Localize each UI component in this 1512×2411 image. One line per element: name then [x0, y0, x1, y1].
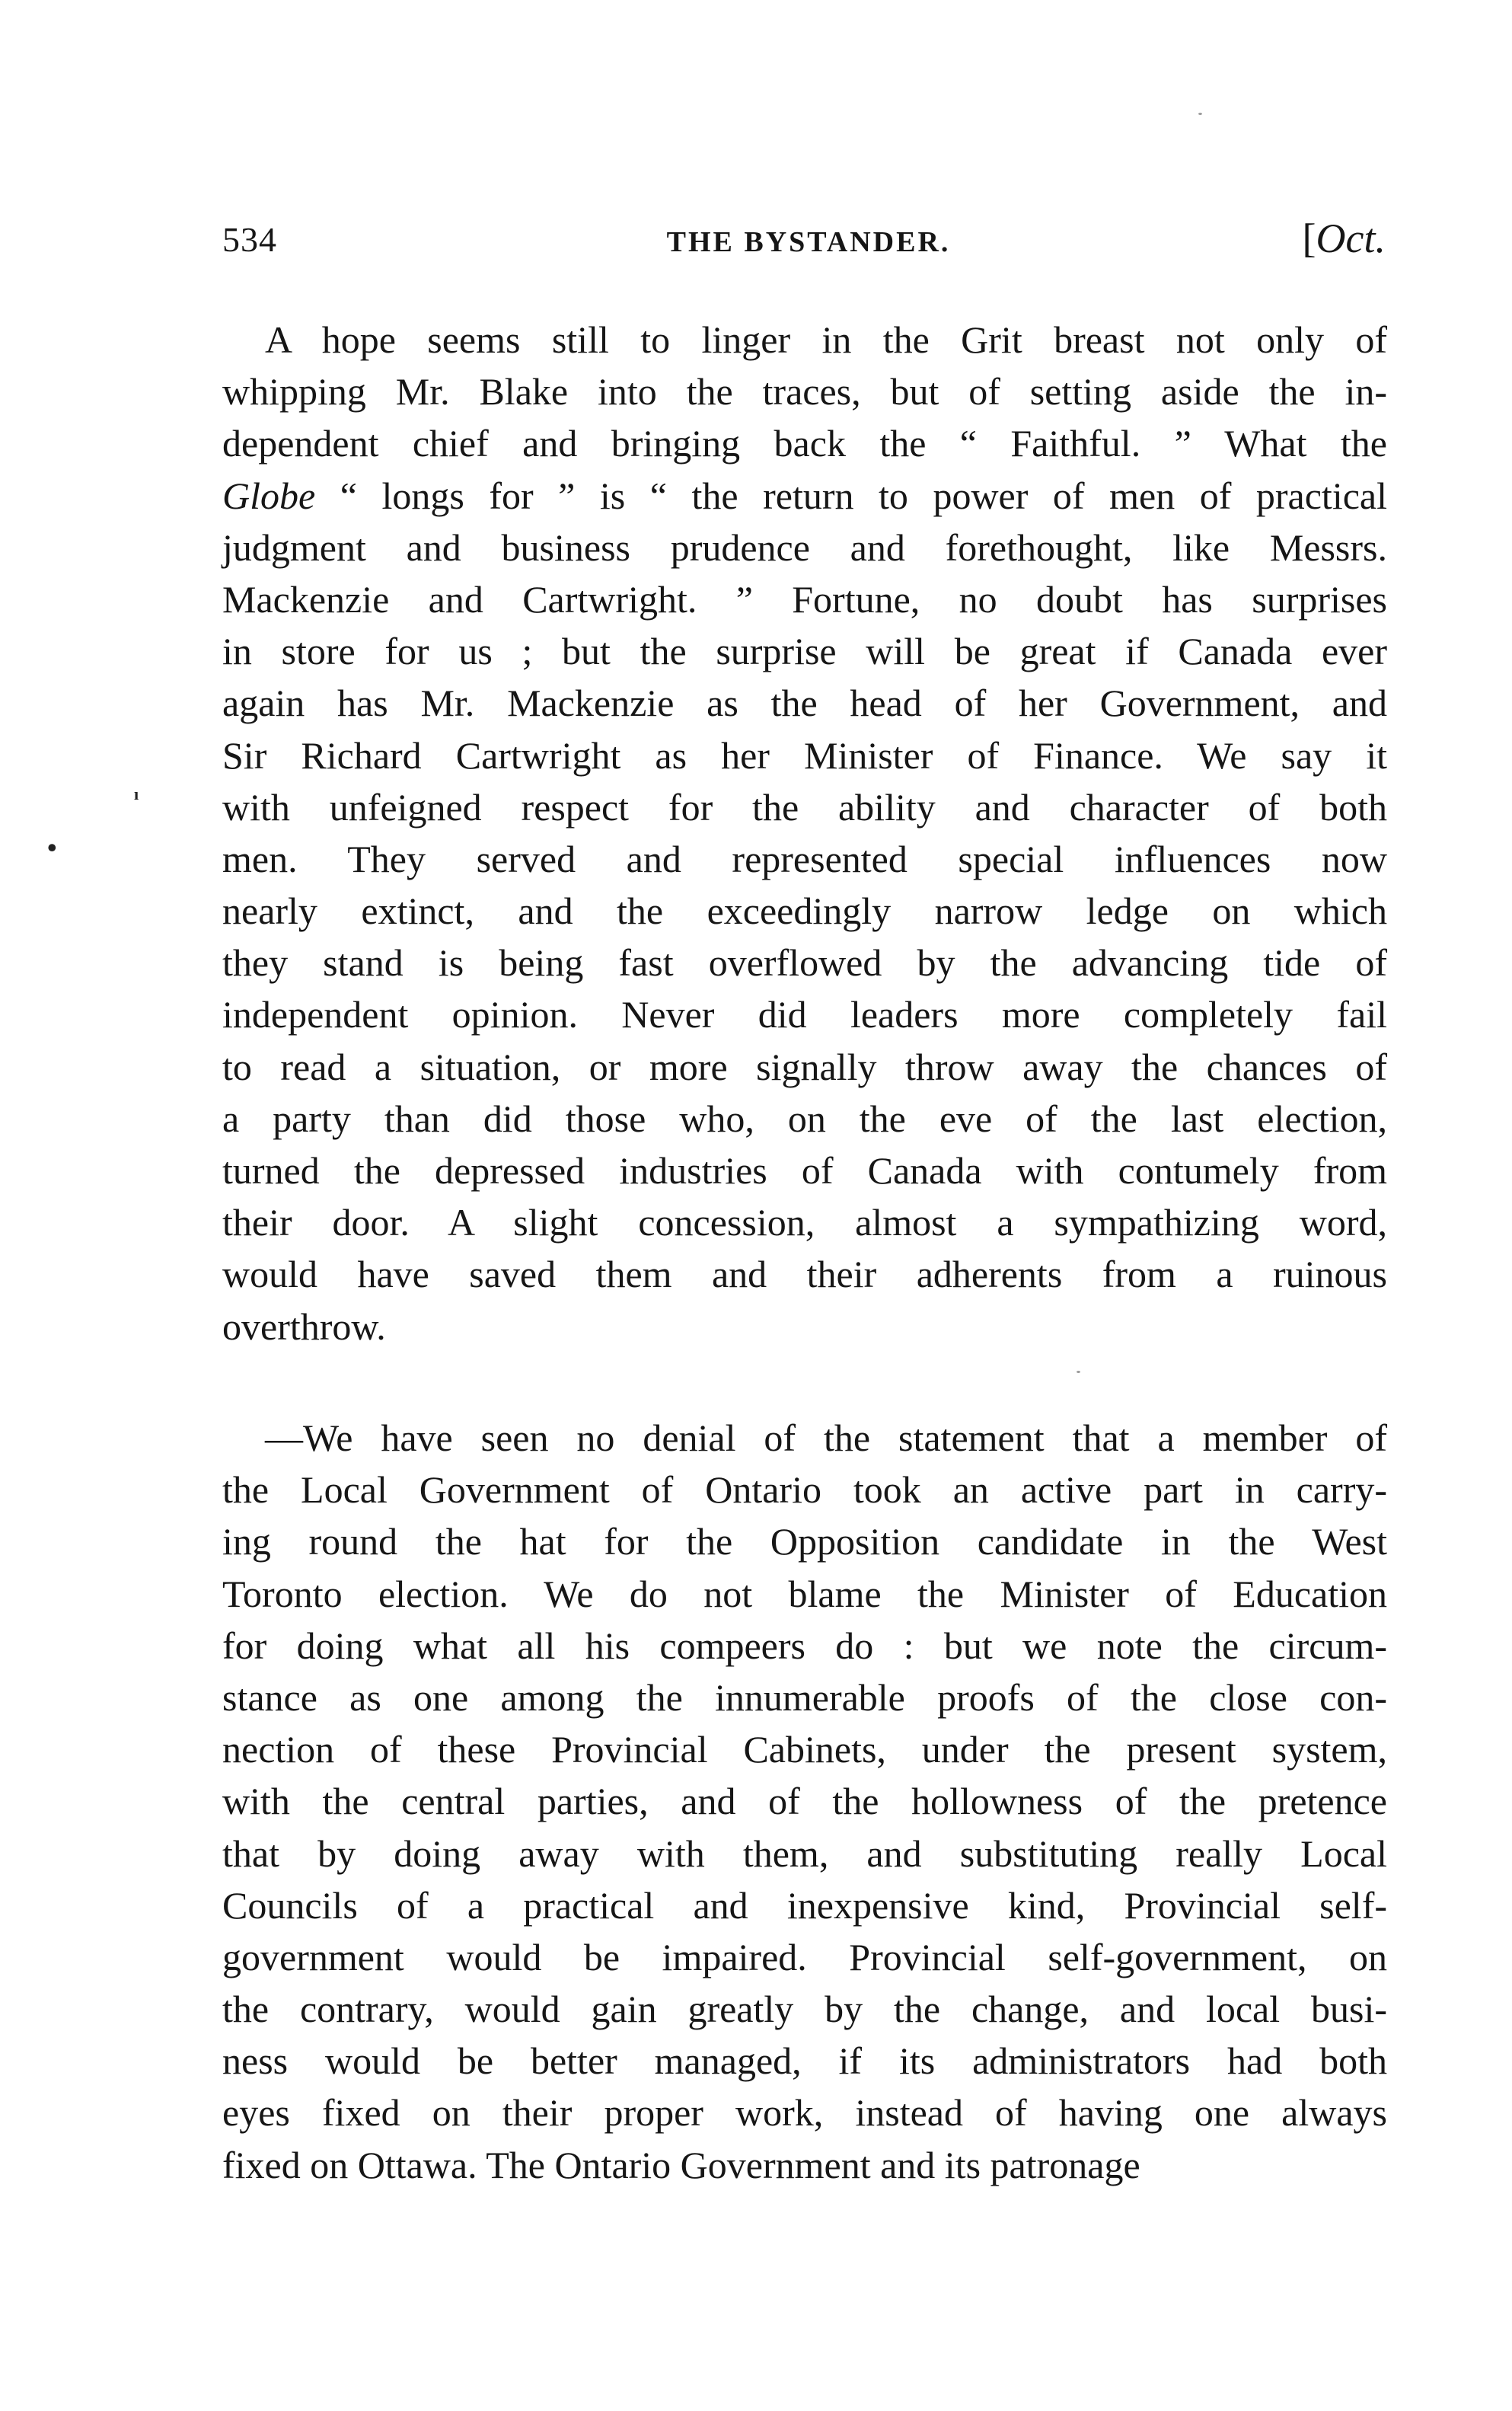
text-line: independent opinion. Never did leaders more completely fail: [222, 993, 1387, 1036]
text-line: fixed on Ottawa. The Ontario Government and its patronage: [222, 2143, 1140, 2186]
running-title: THE BYSTANDER.: [666, 226, 951, 258]
running-date: [1303, 215, 1386, 262]
text-line: their door. A slight concession, almost a sympathizing word,: [222, 1201, 1387, 1244]
text-line: Toronto election. We do not blame the Minister of Education: [222, 1572, 1387, 1615]
text-line: dependent chief and bringing back the “ Faithful. ” What the: [222, 422, 1387, 465]
text-line: would have saved them and their adherents from a ruinous: [222, 1253, 1387, 1296]
text-line: the Local Government of Ontario took an active part in carry-: [222, 1468, 1387, 1512]
text-line: with the central parties, and of the hollowness of the pretence: [222, 1780, 1387, 1823]
running-head: [222, 215, 1395, 276]
text-line: whipping Mr. Blake into the traces, but of setting aside the in-: [222, 370, 1387, 414]
paper-speck: [1077, 1371, 1080, 1373]
text-line: judgment and business prudence and forethought, like Messrs.: [222, 525, 1387, 569]
text-line: ness would be better managed, if its administrators had both: [222, 2039, 1387, 2083]
paragraph-grit-hope: [222, 314, 1387, 1352]
text-line: turned the depressed industries of Canada with contumely from: [222, 1149, 1387, 1192]
text-line: Mackenzie and Cartwright. ” Fortune, no doubt has surprises: [222, 577, 1387, 621]
paper-speck: [1198, 113, 1202, 115]
text-line: men. They served and represented special influences now: [222, 837, 1387, 880]
page-number: 534: [222, 220, 277, 259]
text-line: the contrary, would gain greatly by the change, and local busi-: [222, 1988, 1387, 2031]
text-line: stance as one among the innumerable proofs of the close con-: [222, 1675, 1387, 1719]
text-line: Globe “ longs for ” is “ the return to power of men of practical: [222, 474, 1387, 517]
text-line: ing round the hat for the Opposition candidate in the West: [222, 1520, 1387, 1563]
text-line: —We have seen no denial of the statement that a member of: [265, 1416, 1387, 1459]
paragraph-local-government: [222, 1412, 1387, 2191]
text-line: A hope seems still to linger in the Grit breast not only of: [265, 318, 1387, 361]
text-line: for doing what all his compeers do : but we note the circum-: [222, 1624, 1387, 1667]
text-line: to read a situation, or more signally throw away the chances of: [222, 1045, 1387, 1088]
text-line: that by doing away with them, and substituting really Local: [222, 1831, 1387, 1875]
text-line: with unfeigned respect for the ability and character of both: [222, 785, 1387, 829]
text-line: Sir Richard Cartwright as her Minister of Finance. We say it: [222, 733, 1387, 777]
text-line: in store for us ; but the surprise will be great if Canada ever: [222, 630, 1387, 673]
text-line: Councils of a practical and inexpensive kind, Provincial self-: [222, 1883, 1387, 1927]
text-line: nearly extinct, and the exceedingly narrow ledge on which: [222, 889, 1387, 933]
text-line: eyes fixed on their proper work, instead of having one always: [222, 2091, 1387, 2135]
text-line: nection of these Provincial Cabinets, under the present system,: [222, 1728, 1387, 1771]
date-text: Oct.: [1316, 216, 1386, 261]
text-line: again has Mr. Mackenzie as the head of her Government, and: [222, 682, 1387, 725]
text-line: government would be impaired. Provincial self-government, on: [222, 1935, 1387, 1978]
text-line: a party than did those who, on the eve of the last election,: [222, 1097, 1387, 1140]
margin-mark: ı: [134, 784, 139, 803]
date-bracket: [: [1302, 216, 1316, 261]
text-line: they stand is being fast overflowed by the advancing tide of: [222, 941, 1387, 985]
margin-mark: •: [47, 832, 57, 863]
text-line: overthrow.: [222, 1304, 386, 1348]
